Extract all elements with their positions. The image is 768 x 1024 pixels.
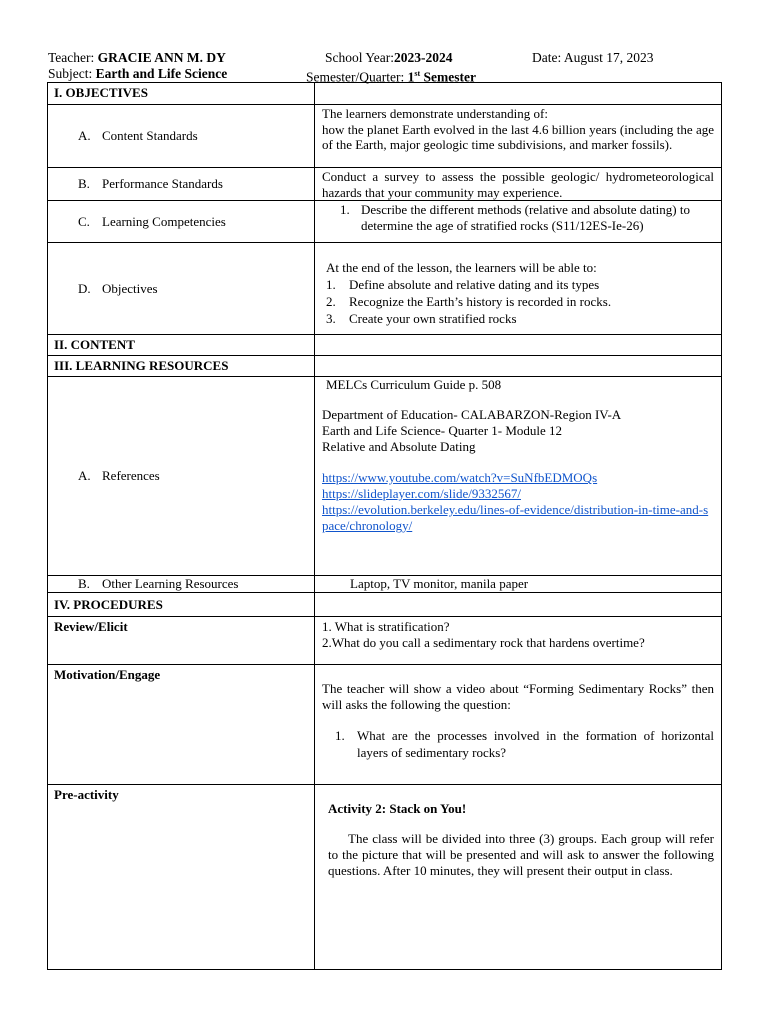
objectives-intro: At the end of the lesson, the learners will be able to: <box>326 260 597 275</box>
reference-link-slideplayer[interactable]: https://slideplayer.com/slide/9332567/ <box>322 486 521 501</box>
review-row <box>48 616 722 664</box>
lesson-plan-table <box>47 82 722 970</box>
content-standards-label: Content Standards <box>102 128 198 144</box>
references-letter: A. <box>78 468 91 484</box>
teacher-name: GRACIE ANN M. DY <box>97 50 226 65</box>
objectives-list <box>326 276 714 327</box>
procedures-header-row <box>48 592 722 616</box>
competency-num: 1. <box>340 202 350 217</box>
learning-competencies-letter: C. <box>78 213 90 229</box>
reference-link-youtube[interactable]: https://www.youtube.com/watch?v=SuNfbEDMOQs <box>322 470 598 485</box>
activity-text: The class will be divided into three (3) groups. Each group will refer to the picture that will be presented and will ask to answer the following questions. After 10 minutes, they will present their output in class. <box>328 830 714 878</box>
empty-cell <box>315 592 722 616</box>
learning-competencies-label-cell <box>48 201 315 243</box>
content-standards-label-cell <box>48 105 315 168</box>
performance-standards-text-cell <box>315 168 722 201</box>
references-label-cell <box>48 377 315 576</box>
performance-standards-row <box>48 168 722 201</box>
objective-item: 1. Define absolute and relative dating and its types <box>326 277 600 292</box>
content-standards-letter: A. <box>78 128 91 144</box>
semester-num: 1 <box>407 69 415 85</box>
objectives-letter: D. <box>78 280 91 296</box>
competency-text: Describe the different methods (relative and absolute dating) to determine the age of stratified rocks (S11/12ES-Ie-26) <box>361 202 690 233</box>
subject-line <box>48 66 227 82</box>
subject-value: Earth and Life Science <box>95 66 228 81</box>
other-resources-label-cell <box>48 576 315 593</box>
references-topic: Relative and Absolute Dating <box>322 439 476 454</box>
learning-competencies-row <box>48 201 722 243</box>
other-resources-label: Other Learning Resources <box>102 576 239 591</box>
references-row <box>48 377 722 576</box>
document-header <box>48 50 728 84</box>
review-label: Review/Elicit <box>48 616 315 664</box>
performance-standards-letter: B. <box>78 176 90 192</box>
content-standards-line1: The learners demonstrate understanding of: <box>322 106 548 121</box>
resources-header-row <box>48 356 722 377</box>
empty-cell <box>315 356 722 377</box>
motivation-question: 1. What are the processes involved in the formation of horizontal layers of sedimentary rocks? <box>335 727 714 760</box>
motivation-label: Motivation/Engage <box>48 664 315 784</box>
school-year-value: 2023-2024 <box>394 50 453 65</box>
objectives-text-cell <box>315 243 722 335</box>
learning-competencies-text-cell <box>315 201 722 243</box>
references-guide: MELCs Curriculum Guide p. 508 <box>326 377 502 392</box>
other-resources-text-cell <box>315 576 722 593</box>
motivation-text-cell <box>315 664 722 784</box>
semester-label: Semester/Quarter: <box>306 69 408 85</box>
other-resources-text: Laptop, TV monitor, manila paper <box>350 576 529 591</box>
semester-word: Semester <box>420 69 476 85</box>
content-header-row <box>48 335 722 356</box>
performance-standards-label-cell <box>48 168 315 201</box>
school-year-label: School Year: <box>325 50 395 65</box>
empty-cell <box>315 335 722 356</box>
content-standards-row <box>48 105 722 168</box>
teacher-label: Teacher: <box>48 50 98 65</box>
objective-item: 3. Create your own stratified rocks <box>326 311 517 326</box>
review-q1: 1. What is stratification? <box>322 618 450 634</box>
content-standards-line2: how the planet Earth evolved in the last 4.6 billion years (including the age of the Earth, major geologic time subdivisions, and marker fossils). <box>322 121 714 152</box>
empty-cell <box>315 83 722 105</box>
references-label: References <box>102 468 160 484</box>
preactivity-row <box>48 784 722 969</box>
objectives-label-cell <box>48 243 315 335</box>
objectives-header-row <box>48 83 722 105</box>
objectives-label: Objectives <box>102 280 158 296</box>
activity-title: Activity 2: Stack on You! <box>328 800 467 816</box>
review-q2: 2.What do you call a sedimentary rock that hardens overtime? <box>322 634 645 650</box>
preactivity-text-cell <box>315 784 722 969</box>
objectives-row <box>48 243 722 335</box>
content-standards-text-cell <box>315 105 722 168</box>
references-deped: Department of Education- CALABARZON-Region IV-A <box>322 407 622 422</box>
semester-sup: st <box>414 69 421 78</box>
review-text-cell <box>315 616 722 664</box>
procedures-title: IV. PROCEDURES <box>48 592 315 616</box>
motivation-row <box>48 664 722 784</box>
resources-title: III. LEARNING RESOURCES <box>48 356 315 377</box>
preactivity-label: Pre-activity <box>48 784 315 969</box>
other-resources-row <box>48 576 722 593</box>
objectives-title: I. OBJECTIVES <box>48 83 315 105</box>
school-year-line <box>325 50 453 66</box>
learning-competencies-label: Learning Competencies <box>102 213 226 229</box>
performance-standards-text: Conduct a survey to assess the possible geologic/ hydrometeorological hazards that your community may experience. <box>322 169 714 200</box>
references-module: Earth and Life Science- Quarter 1- Module 12 <box>322 423 563 438</box>
objective-item: 2. Recognize the Earth’s history is recorded in rocks. <box>326 294 612 309</box>
content-title: II. CONTENT <box>48 335 315 356</box>
references-text-cell <box>315 377 722 576</box>
performance-standards-label: Performance Standards <box>102 176 223 192</box>
motivation-text: The teacher will show a video about “Forming Sedimentary Rocks” then will asks the following the question: <box>322 680 714 712</box>
teacher-line <box>48 50 226 66</box>
subject-label: Subject: <box>48 66 96 81</box>
other-resources-letter: B. <box>78 576 90 591</box>
date-line: Date: August 17, 2023 <box>532 50 654 65</box>
reference-link-berkeley[interactable]: https://evolution.berkeley.edu/lines-of-evidence/distribution-in-time-and-space/chronology/ <box>322 502 709 533</box>
